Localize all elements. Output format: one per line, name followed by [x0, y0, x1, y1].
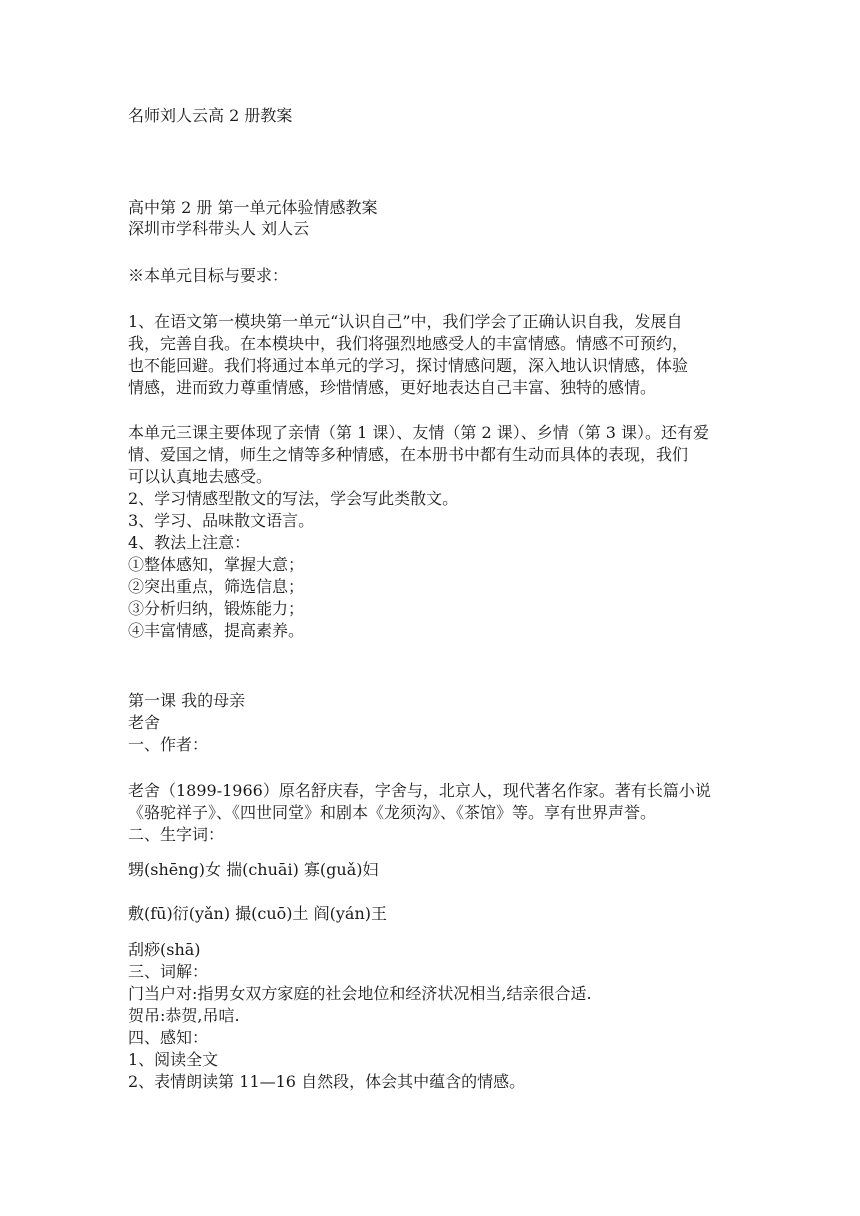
list-item: ①整体感知，掌握大意； — [128, 555, 305, 574]
objectives-heading: ※本单元目标与要求： — [128, 266, 289, 285]
section-heading: 一、作者： — [128, 735, 209, 754]
section-heading: 二、生字词： — [128, 825, 225, 844]
author-credit: 深圳市学科带头人 刘人云 — [128, 219, 310, 238]
paragraph-line: 老舍（1899-1966）原名舒庆春，字舍与，北京人，现代著名作家。著有长篇小说 — [128, 781, 711, 800]
vocab-row: 敷(fū)衍(yǎn) 撮(cuō)土 阎(yán)王 — [128, 904, 388, 923]
list-item: ②突出重点，筛选信息； — [128, 577, 305, 596]
list-item: 3、学习、品味散文语言。 — [128, 511, 315, 530]
list-item: ③分析归纳，锻炼能力； — [128, 599, 305, 618]
paragraph-line: 本单元三课主要体现了亲情（第 1 课）、友情（第 2 课）、乡情（第 3 课）。还有爱 — [128, 423, 710, 442]
paragraph-line: 也不能回避。我们将通过本单元的学习，探讨情感问题，深入地认识情感，体验 — [128, 356, 689, 375]
paragraph-line: 《骆驼祥子》、《四世同堂》和剧本《龙须沟》、《茶馆》等。享有世界声誉。 — [128, 803, 657, 822]
definition: 贺吊:恭贺,吊唁. — [128, 1006, 240, 1025]
list-item: 4、教法上注意： — [128, 533, 251, 552]
paragraph-line: 可以认真地去感受。 — [128, 467, 273, 486]
lesson-title: 第一课 我的母亲 — [128, 691, 246, 710]
section-heading: 四、感知： — [128, 1028, 209, 1047]
paragraph-line: 情感，进而致力尊重情感，珍惜情感，更好地表达自己丰富、独特的感情。 — [128, 378, 657, 397]
list-item: 2、学习情感型散文的写法，学会写此类散文。 — [128, 489, 459, 508]
document-header: 名师刘人云高 2 册教案 — [128, 106, 293, 125]
unit-title: 高中第 2 册 第一单元体验情感教案 — [128, 198, 378, 217]
definition: 门当户对:指男女双方家庭的社会地位和经济状况相当,结亲很合适. — [128, 984, 592, 1003]
section-heading: 三、词解： — [128, 962, 209, 981]
list-item: 1、阅读全文 — [128, 1050, 219, 1069]
list-item: ④丰富情感，提高素养。 — [128, 621, 305, 640]
paragraph-line: 情、爱国之情，师生之情等多种情感，在本册书中都有生动而具体的表现，我们 — [128, 445, 689, 464]
paragraph-line: 我，完善自我。在本模块中，我们将强烈地感受人的丰富情感。情感不可预约， — [128, 334, 689, 353]
vocab-row: 甥(shēng)女 揣(chuāi) 寡(guǎ)妇 — [128, 860, 379, 879]
vocab-row: 刮痧(shā) — [128, 940, 201, 959]
paragraph-line: 1、在语文第一模块第一单元“认识自己”中，我们学会了正确认识自我，发展自 — [128, 312, 683, 331]
list-item: 2、表情朗读第 11—16 自然段，体会其中蕴含的情感。 — [128, 1072, 526, 1091]
lesson-author: 老舍 — [128, 713, 161, 732]
